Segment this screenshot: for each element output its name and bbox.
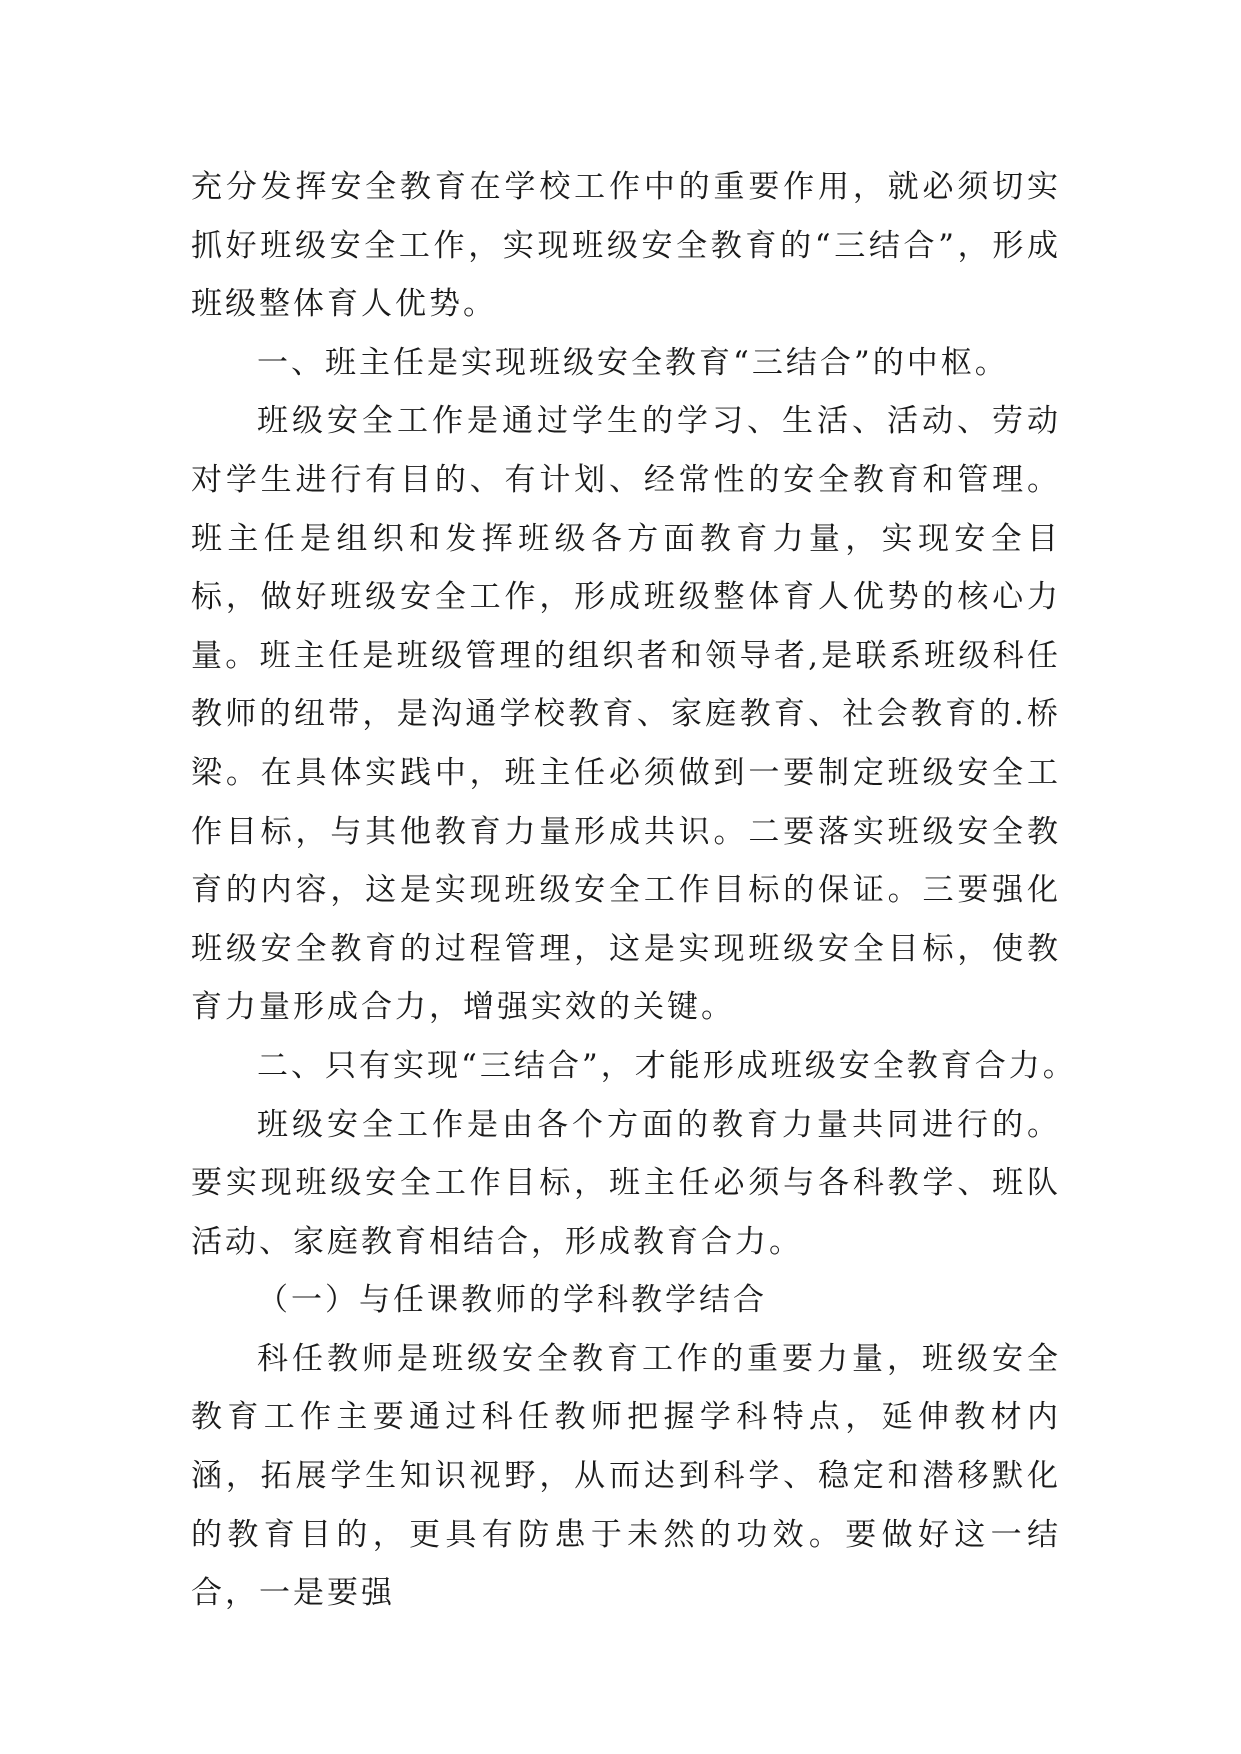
- paragraph-combined-force: 班级安全工作是由各个方面的教育力量共同进行的。要实现班级安全工作目标，班主任必须与各科教学、班队活动、家庭教育相结合，形成教育合力。: [191, 1106, 1061, 1260]
- subsection-heading-1: （一）与任课教师的学科教学结合: [257, 1282, 767, 1319]
- paragraph-head-teacher: 班级安全工作是通过学生的学习、生活、活动、劳动对学生进行有目的、有计划、经常性的安全教育和管理。班主任是组织和发挥班级各方面教育力量，实现安全目标，做好班级安全工作，形成班级整体育人优势的核心力量。班主任是班级管理的组织者和领导者,是联系班级科任教师的纽带，是沟通学校教育、家庭教育、社会教育的.桥梁。在具体实践中，班主任必须做到一要制定班级安全工作目标，与其他教育力量形成共识。二要落实班级安全教育的内容，这是实现班级安全工作目标的保证。三要强化班级安全教育的过程管理，这是实现班级安全目标，使教育力量形成合力，增强实效的关键。: [191, 403, 1061, 1026]
- section-heading-2: 二、只有实现“三结合”，才能形成班级安全教育合力。: [257, 1047, 1077, 1084]
- section-heading-1: 一、班主任是实现班级安全教育“三结合”的中枢。: [257, 344, 1009, 381]
- paragraph-subject-teachers: 科任教师是班级安全教育工作的重要力量，班级安全教育工作主要通过科任教师把握学科特点，延伸教材内涵，拓展学生知识视野，从而达到科学、稳定和潜移默化的教育目的，更具有防患于未然的功效。要做好这一结合，一是要强: [191, 1340, 1061, 1612]
- paragraph-intro: 充分发挥安全教育在学校工作中的重要作用，就必须切实抓好班级安全工作，实现班级安全教育的“三结合”，形成班级整体育人优势。: [191, 169, 1061, 323]
- document-body: [191, 158, 1077, 1623]
